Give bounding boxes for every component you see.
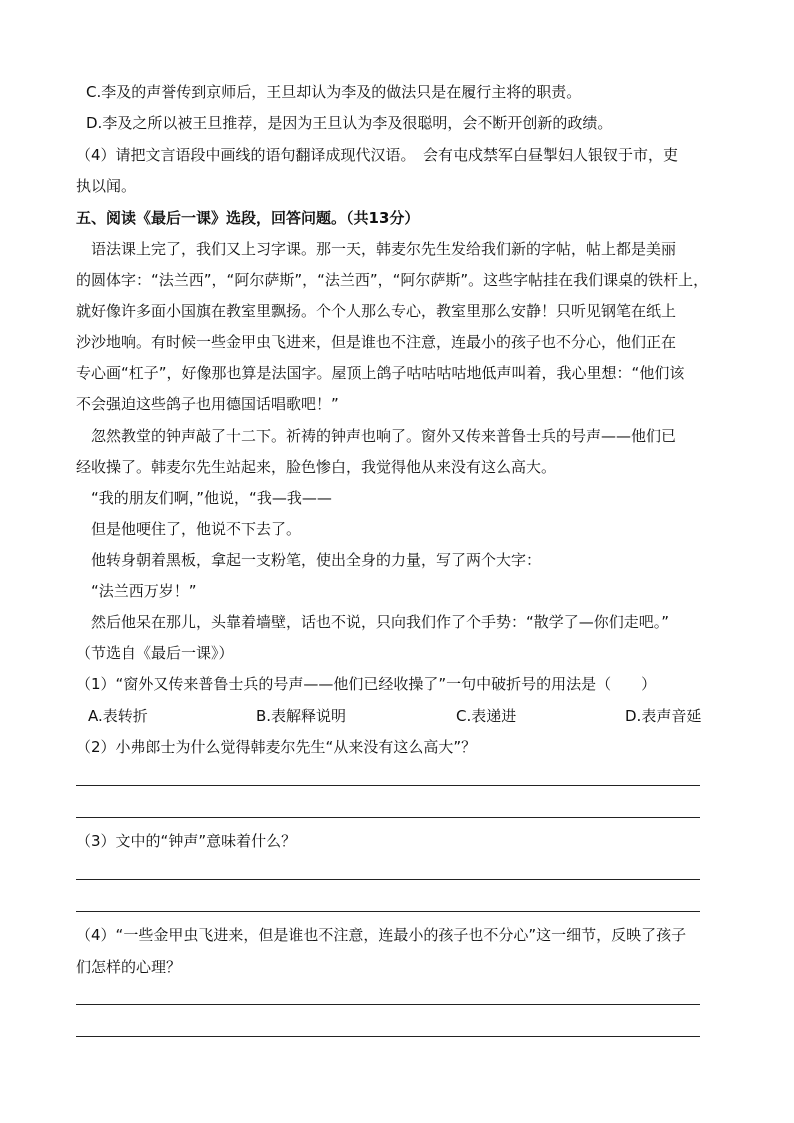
option-a: A.表转折: [88, 707, 148, 725]
passage-line: “法兰西万岁！”: [76, 582, 197, 600]
question-4-line2: 们怎样的心理？: [76, 958, 182, 976]
passage-line: 经收操了。韩麦尔先生站起来，脸色惨白，我觉得他从来没有这么高大。: [76, 458, 557, 476]
prev-question-4-line2: 执以闻。: [76, 177, 137, 195]
question-3: （3）文中的“钟声”意味着什么？: [76, 832, 297, 850]
answer-line[interactable]: [76, 817, 700, 818]
question-2: （2）小弗郎士为什么觉得韩麦尔先生“从来没有这么高大”？: [76, 738, 477, 756]
option-d: D.表声音延: [625, 707, 702, 725]
answer-line[interactable]: [76, 911, 700, 912]
passage-source: （节选自《最后一课》）: [76, 644, 234, 662]
answer-line[interactable]: [76, 1004, 700, 1005]
passage-line: 但是他哽住了，他说不下去了。: [76, 520, 302, 538]
passage-line: “我的朋友们啊，”他说，“我—我——: [76, 489, 332, 507]
prev-question-4-line1: （4）请把文言语段中画线的语句翻译成现代汉语。 会有屯戍禁军白昼掣妇人银钗于市，吏: [76, 146, 679, 164]
answer-line[interactable]: [76, 879, 700, 880]
prev-option-d: D.李及之所以被王旦推荐，是因为王旦认为李及很聪明，会不断开创新的政绩。: [86, 114, 613, 132]
option-c: C.表递进: [456, 707, 517, 725]
section-heading: 五、阅读《最后一课》选段，回答问题。（共13分）: [76, 209, 420, 227]
answer-line[interactable]: [76, 1036, 700, 1037]
passage-line: 专心画“杠子”，好像那也算是法国字。屋顶上鸽子咕咕咕咕地低声叫着，我心里想：“他们该: [76, 364, 685, 382]
prev-option-c: C.李及的声誉传到京师后，王旦却认为李及的做法只是在履行主将的职责。: [86, 83, 582, 101]
question-4-line1: （4）“一些金甲虫飞进来，但是谁也不注意，连最小的孩子也不分心”这一细节，反映了孩子: [76, 926, 687, 944]
passage-line: 不会强迫这些鸽子也用德国话唱歌吧！”: [76, 395, 339, 413]
passage-line: 的圆体字：“法兰西”，“阿尔萨斯”，“法兰西”，“阿尔萨斯”。这些字帖挂在我们课桌的铁杆上，: [76, 271, 709, 289]
answer-line[interactable]: [76, 785, 700, 786]
passage-line: 就好像许多面小国旗在教室里飘扬。个个人那么专心，教室里那么安静！只听见钢笔在纸上: [76, 302, 677, 320]
passage-line: 忽然教堂的钟声敲了十二下。祈祷的钟声也响了。窗外又传来普鲁士兵的号声——他们已: [76, 427, 677, 445]
option-b: B.表解释说明: [256, 707, 347, 725]
passage-line: 语法课上完了，我们又上习字课。那一天，韩麦尔先生发给我们新的字帖，帖上都是美丽: [76, 240, 677, 258]
passage-line: 他转身朝着黑板，拿起一支粉笔，使出全身的力量，写了两个大字：: [76, 551, 542, 569]
question-1: （1）“窗外又传来普鲁士兵的号声——他们已经收操了”一句中破折号的用法是（ ）: [76, 675, 657, 693]
passage-line: 沙沙地响。有时候一些金甲虫飞进来，但是谁也不注意，连最小的孩子也不分心，他们正在: [76, 333, 677, 351]
passage-line: 然后他呆在那儿，头靠着墙壁，话也不说，只向我们作了个手势：“散学了—你们走吧。”: [76, 613, 670, 631]
